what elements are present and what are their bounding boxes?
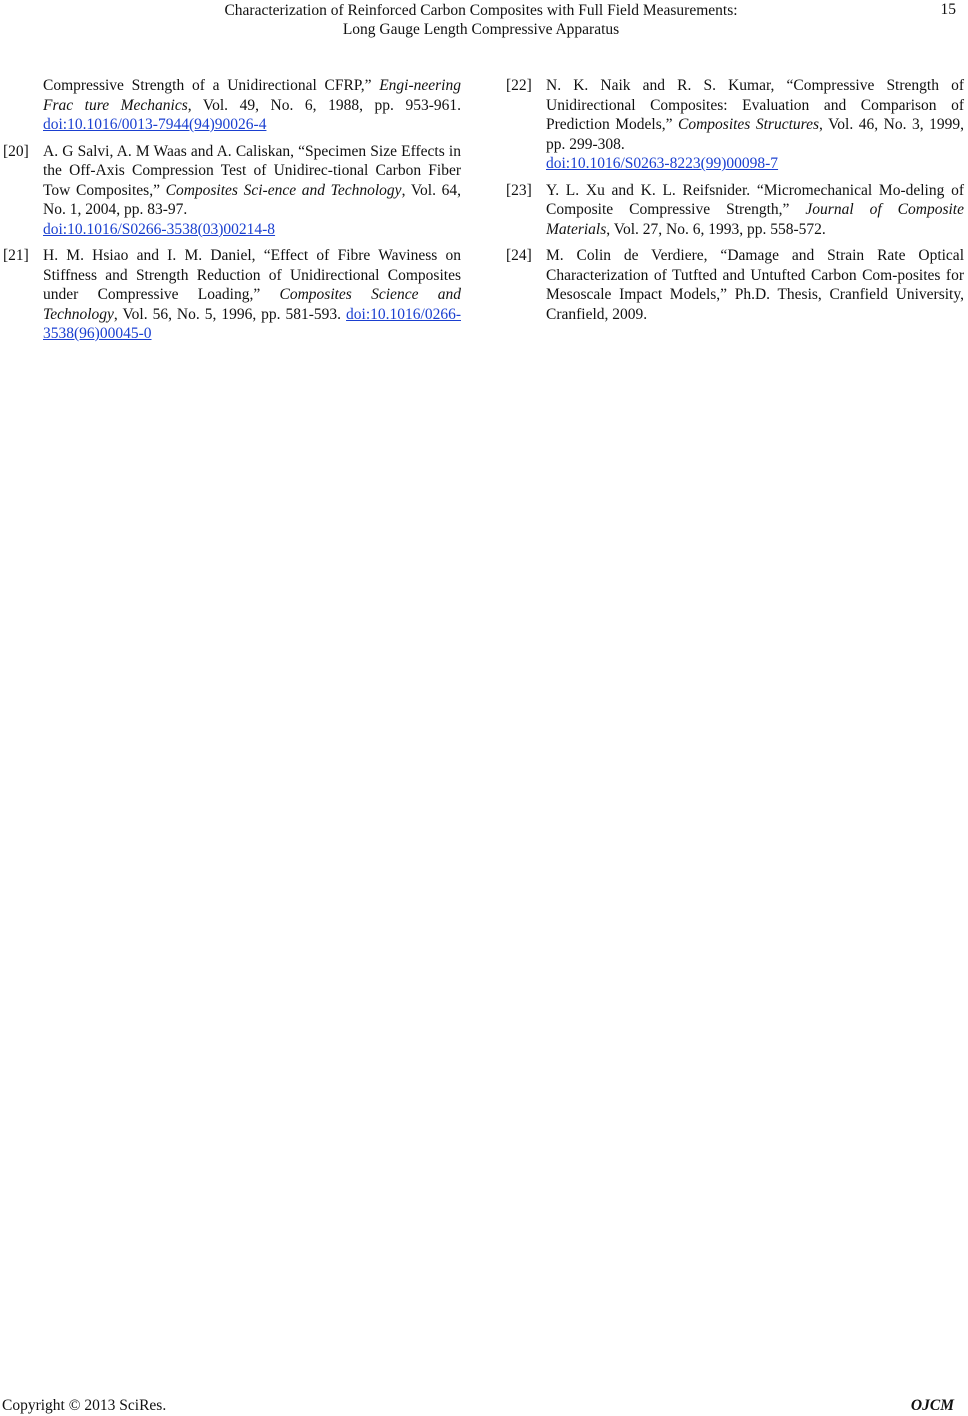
reference-text: N. K. Naik and R. S. Kumar, “Compressive Strength of Unidirectional Composites: Evaluation and Comparison of Prediction Models,”	[546, 77, 964, 133]
reference-body	[43, 142, 461, 240]
reference-21	[3, 246, 461, 344]
journal-title: Composites Sci-ence and Technology	[165, 181, 402, 199]
doi-link[interactable]: doi:10.1016/0013-7944(94)90026-4	[43, 116, 267, 133]
page-number: 15	[940, 1, 956, 18]
reference-22	[506, 76, 964, 174]
reference-text: H. M. Hsiao and I. M. Daniel, “Effect of Fibre Waviness on Stiffness and Strength Reduction of Unidirectional Composites under Compressive Loading,”	[43, 247, 461, 303]
doi-link[interactable]: doi:10.1016/S0263-8223(99)00098-7	[546, 155, 779, 172]
reference-body	[43, 76, 461, 135]
reference-body	[43, 246, 461, 344]
reference-body	[546, 181, 964, 240]
reference-body	[546, 246, 964, 324]
right-column	[506, 76, 964, 331]
reference-continued	[3, 76, 461, 135]
reference-text: , Vol. 64, No. 1, 2004, pp. 83-97.	[43, 181, 461, 218]
reference-text: M. Colin de Verdiere, “Damage and Strain Rate Optical Characterization of Tutfted and Untufted Carbon Com-posites for Mesoscale Impact Models,” Ph.D. Thesis, Cranfield University, Cranfield, 2009.	[546, 247, 964, 323]
reference-number: [23]	[506, 181, 532, 199]
journal-title: Journal of Composite Materials	[546, 201, 964, 238]
reference-text: , Vol. 56, No. 5, 1996, pp. 581-593.	[113, 305, 347, 323]
reference-24	[506, 246, 964, 324]
doi-link[interactable]: doi:10.1016/0266-3538(96)00045-0	[43, 305, 461, 342]
header-title-line1: Characterization of Reinforced Carbon Composites with Full Field Measurements:	[224, 2, 738, 19]
reference-text: , Vol. 46, No. 3, 1999, pp. 299-308.	[546, 116, 964, 153]
reference-number: [24]	[506, 247, 532, 264]
reference-text: A. G Salvi, A. M Waas and A. Caliskan, “Specimen Size Effects in the Off-Axis Compression Test of Unidirec-tional Carbon Fiber Tow Composites,”	[43, 142, 461, 199]
reference-body	[546, 76, 964, 174]
reference-number: [20]	[3, 142, 29, 160]
reference-20	[3, 142, 461, 240]
reference-text: Y. L. Xu and K. L. Reifsnider. “Micromechanical Mo-deling of Composite Compressive Strength,”	[546, 181, 964, 218]
running-header	[120, 1, 842, 39]
reference-number: [21]	[3, 247, 29, 264]
journal-title: Composites Science and Technology	[43, 286, 461, 323]
left-column	[3, 76, 461, 351]
reference-23	[506, 181, 964, 240]
journal-abbreviation: OJCM	[910, 1397, 954, 1414]
doi-link[interactable]: doi:10.1016/S0266-3538(03)00214-8	[43, 220, 276, 238]
header-title-line2: Long Gauge Length Compressive Apparatus	[342, 21, 620, 38]
reference-text: , Vol. 49, No. 6, 1988, pp. 953-961.	[187, 96, 461, 114]
copyright-notice: Copyright © 2013 SciRes.	[2, 1397, 167, 1414]
reference-text: , Vol. 27, No. 6, 1993, pp. 558-572.	[606, 220, 826, 238]
reference-number: [22]	[506, 77, 532, 94]
journal-title: Composites Structures	[678, 116, 819, 133]
journal-title: Engi-neering Frac ture Mechanics	[43, 77, 461, 114]
reference-text: Compressive Strength of a Unidirectional CFRP,”	[43, 77, 380, 94]
